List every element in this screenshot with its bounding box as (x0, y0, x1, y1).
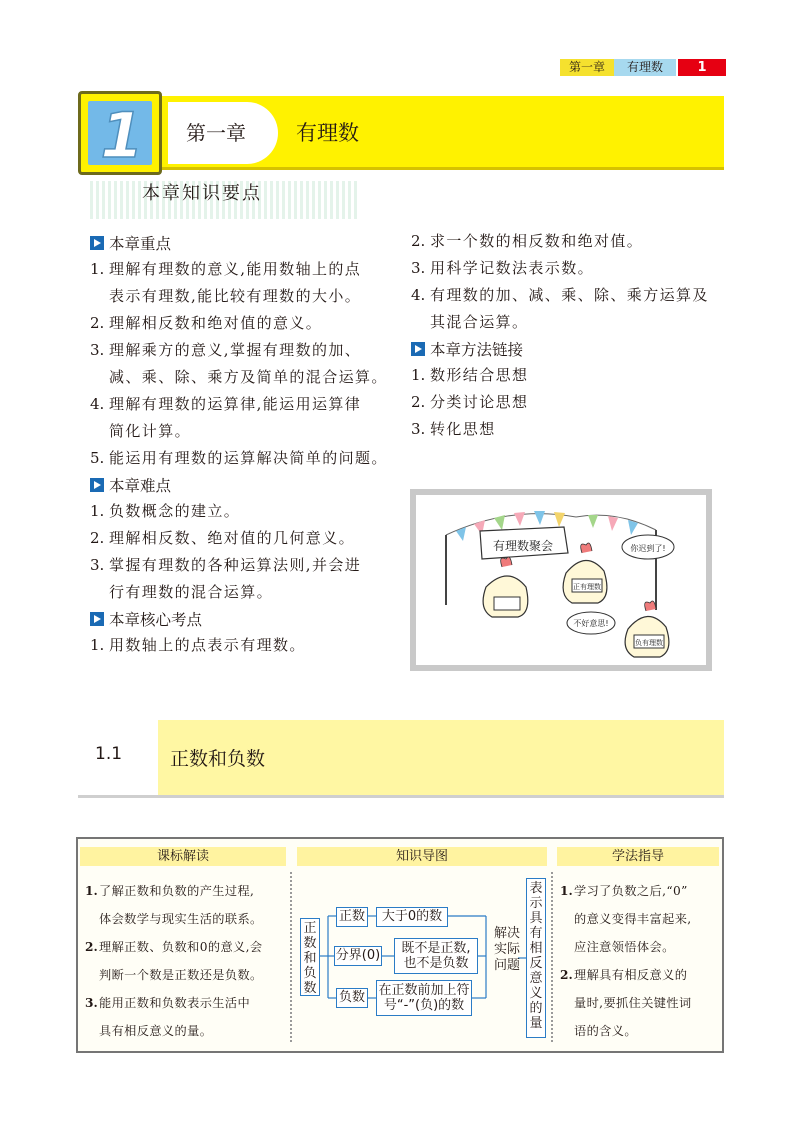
core-continued-list (411, 228, 721, 336)
list-item (90, 498, 395, 525)
list-item (90, 337, 395, 391)
bullet-icon (90, 612, 104, 626)
list-item (90, 391, 395, 445)
item-number: 3. (90, 341, 105, 359)
mindmap-positive-desc: 大于0的数 (376, 907, 448, 927)
item-number: 4. (411, 286, 426, 304)
list-item (90, 256, 395, 310)
rational-party-drawing (416, 495, 706, 665)
mindmap-positive: 正数 (336, 907, 368, 927)
item-number: 1. (560, 884, 573, 898)
item-number: 1. (90, 502, 105, 520)
item-text: 理解有理数的运算律,能运用运算律 简化计算。 (109, 395, 362, 440)
list-item (90, 310, 395, 337)
guide-heading: 学法指导 (557, 847, 719, 866)
item-number: 2. (560, 968, 573, 982)
tag-negative: 负有理数 (635, 639, 663, 647)
section-number: 1.1 (95, 744, 123, 764)
item-number: 1. (90, 636, 105, 654)
item-text: 数形结合思想 (430, 366, 529, 384)
list-item (85, 877, 290, 933)
cartoon-illustration (410, 489, 712, 671)
page-number: 1 (678, 59, 726, 76)
item-number: 2. (85, 940, 98, 954)
item-number: 3. (90, 556, 105, 574)
tag-positive: 正有理数 (573, 583, 601, 591)
item-text: 有理数的加、减、乘、除、乘方运算及 其混合运算。 (430, 286, 709, 331)
item-number: 1. (411, 366, 426, 384)
svg-text:1: 1 (100, 101, 144, 165)
guide-column (560, 877, 722, 1045)
mindmap-negative-desc: 在正数前加上符 号“-”(负)的数 (376, 980, 472, 1016)
item-text: 求一个数的相反数和绝对值。 (430, 232, 644, 250)
methods-heading: 本章方法链接 (411, 336, 721, 362)
bubble-sorry: 不好意思! (573, 619, 609, 628)
running-header-chapter: 第一章 (560, 59, 614, 76)
mindmap-root: 正数和负数 (300, 918, 320, 996)
item-text: 理解相反数和绝对值的意义。 (109, 314, 323, 332)
core-heading: 本章核心考点 (90, 606, 395, 632)
running-header-title: 有理数 (614, 59, 676, 76)
list-item (90, 445, 395, 472)
list-item (560, 961, 722, 1045)
bullet-icon (90, 236, 104, 250)
guide-list (560, 877, 722, 1045)
bullet-icon (90, 478, 104, 492)
left-column (90, 230, 395, 659)
item-text: 能用正数和负数表示生活中 具有相反意义的量。 (99, 996, 251, 1038)
item-text: 用科学记数法表示数。 (430, 259, 595, 277)
difficulty-list (90, 498, 395, 606)
methods-list (411, 362, 721, 443)
core-list (90, 632, 395, 659)
item-text: 理解乘方的意义,掌握有理数的加、 减、乘、除、乘方及简单的混合运算。 (109, 341, 388, 386)
knowledge-mindmap (296, 872, 548, 1042)
item-text: 掌握有理数的各种运算法则,并会进 行有理数的混合运算。 (109, 556, 362, 601)
mindmap-negative: 负数 (336, 988, 368, 1008)
mindmap-zero: 分界(0) (334, 946, 382, 966)
item-number: 3. (85, 996, 98, 1010)
column-divider (551, 872, 553, 1042)
list-item (90, 525, 395, 552)
bubble-late: 你迟到了! (630, 544, 666, 553)
item-text: 用数轴上的点表示有理数。 (109, 636, 306, 654)
standard-list (85, 877, 290, 1045)
list-item (85, 933, 290, 989)
item-text: 理解有理数的意义,能用数轴上的点 表示有理数,能比较有理数的大小。 (109, 260, 362, 305)
column-divider (290, 872, 292, 1042)
item-number: 2. (411, 393, 426, 411)
bullet-icon (411, 342, 425, 356)
item-text: 理解正数、负数和0的意义,会 判断一个数是正数还是负数。 (99, 940, 263, 982)
mindmap-meaning: 表示具有相反意义的量 (526, 878, 546, 1038)
item-number: 2. (90, 529, 105, 547)
item-text: 理解相反数、绝对值的几何意义。 (109, 529, 356, 547)
item-number: 1. (85, 884, 98, 898)
item-text: 负数概念的建立。 (109, 502, 241, 520)
list-item (411, 389, 721, 416)
right-column (411, 228, 721, 443)
item-text: 分类讨论思想 (430, 393, 529, 411)
section-divider (78, 795, 724, 798)
list-item (411, 255, 721, 282)
mindmap-zero-desc: 既不是正数, 也不是负数 (394, 938, 478, 974)
chapter-title: 有理数 (296, 121, 359, 145)
list-item (411, 282, 721, 336)
mindmap-solve: 解决实际问题 (493, 926, 520, 973)
list-item (411, 362, 721, 389)
chapter-label: 第一章 (168, 102, 278, 164)
item-number: 1. (90, 260, 105, 278)
chapter-number-glyph (88, 101, 152, 165)
item-number: 3. (411, 420, 426, 438)
list-item (90, 632, 395, 659)
party-sign-text: 有理数聚会 (492, 539, 554, 553)
chapter-number-box (78, 91, 162, 175)
item-number: 5. (90, 449, 105, 467)
difficulty-heading: 本章难点 (90, 472, 395, 498)
list-item (411, 228, 721, 255)
item-text: 理解具有相反意义的 量时,要抓住关键性词 语的含义。 (574, 968, 692, 1038)
standard-heading: 课标解读 (80, 847, 286, 866)
item-text: 学习了负数之后,“0” 的意义变得丰富起来, 应注意领悟体会。 (574, 884, 692, 954)
mindmap-heading: 知识导图 (297, 847, 547, 866)
item-number: 2. (90, 314, 105, 332)
standard-column (85, 877, 290, 1045)
item-number: 2. (411, 232, 426, 250)
list-item (411, 416, 721, 443)
section-title: 正数和负数 (170, 748, 266, 770)
list-item (90, 552, 395, 606)
list-item (85, 989, 290, 1045)
item-text: 能运用有理数的运算解决简单的问题。 (109, 449, 388, 467)
item-text: 转化思想 (430, 420, 496, 438)
item-number: 3. (411, 259, 426, 277)
item-number: 4. (90, 395, 105, 413)
item-text: 了解正数和负数的产生过程, 体会数学与现实生活的联系。 (99, 884, 263, 926)
running-header (560, 59, 726, 76)
key-points-title: 本章知识要点 (142, 183, 262, 204)
focus-heading: 本章重点 (90, 230, 395, 256)
list-item (560, 877, 722, 961)
focus-list (90, 256, 395, 472)
